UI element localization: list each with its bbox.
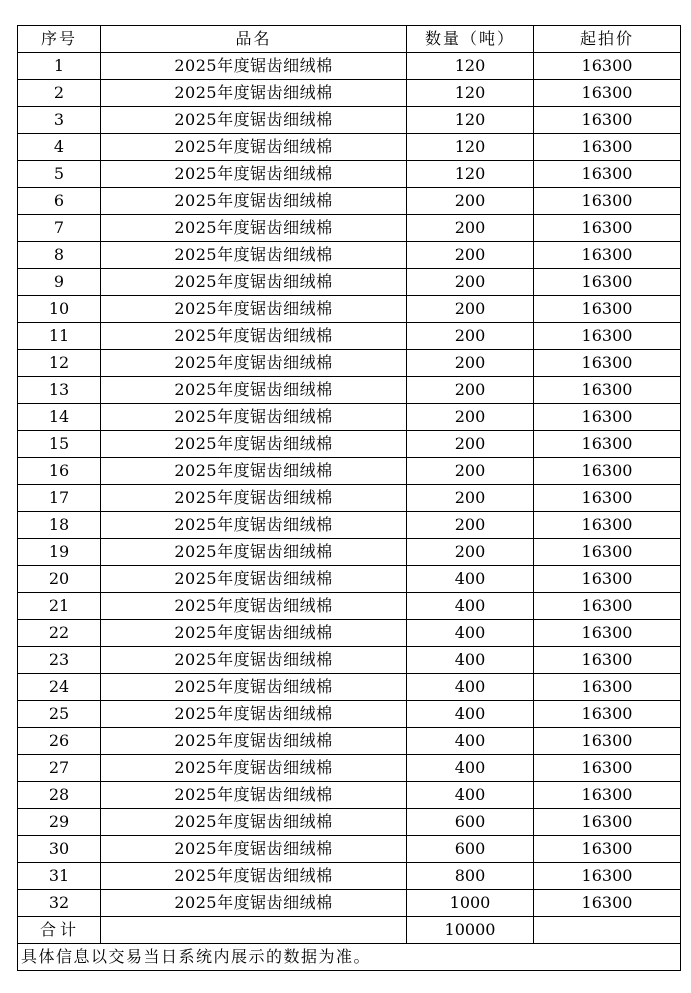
cell-quantity: 400 — [407, 566, 534, 593]
cell-name: 2025年度锯齿细绒棉 — [101, 566, 407, 593]
cell-price: 16300 — [534, 134, 681, 161]
cell-quantity: 120 — [407, 53, 534, 80]
total-label: 合计 — [18, 917, 101, 944]
cell-quantity: 1000 — [407, 890, 534, 917]
cell-price: 16300 — [534, 539, 681, 566]
cell-name: 2025年度锯齿细绒棉 — [101, 701, 407, 728]
cell-index: 12 — [18, 350, 101, 377]
cell-name: 2025年度锯齿细绒棉 — [101, 269, 407, 296]
cell-name: 2025年度锯齿细绒棉 — [101, 485, 407, 512]
cell-name: 2025年度锯齿细绒棉 — [101, 512, 407, 539]
cell-price: 16300 — [534, 620, 681, 647]
cell-quantity: 200 — [407, 512, 534, 539]
cell-price: 16300 — [534, 269, 681, 296]
cell-quantity: 200 — [407, 350, 534, 377]
cell-index: 27 — [18, 755, 101, 782]
cell-index: 13 — [18, 377, 101, 404]
cell-price: 16300 — [534, 647, 681, 674]
cell-name: 2025年度锯齿细绒棉 — [101, 107, 407, 134]
cell-price: 16300 — [534, 323, 681, 350]
table-row — [18, 296, 681, 323]
cell-name: 2025年度锯齿细绒棉 — [101, 377, 407, 404]
cell-name: 2025年度锯齿细绒棉 — [101, 404, 407, 431]
cell-name: 2025年度锯齿细绒棉 — [101, 188, 407, 215]
cell-index: 29 — [18, 809, 101, 836]
cell-name: 2025年度锯齿细绒棉 — [101, 620, 407, 647]
cell-index: 20 — [18, 566, 101, 593]
cell-price: 16300 — [534, 242, 681, 269]
table-row — [18, 377, 681, 404]
total-quantity: 10000 — [407, 917, 534, 944]
note-row — [18, 944, 681, 971]
cell-name: 2025年度锯齿细绒棉 — [101, 809, 407, 836]
cell-price: 16300 — [534, 809, 681, 836]
cell-index: 14 — [18, 404, 101, 431]
cell-price: 16300 — [534, 782, 681, 809]
table-row — [18, 188, 681, 215]
cell-price: 16300 — [534, 512, 681, 539]
table-row — [18, 701, 681, 728]
table-row — [18, 269, 681, 296]
table-row — [18, 350, 681, 377]
cell-index: 30 — [18, 836, 101, 863]
cell-name: 2025年度锯齿细绒棉 — [101, 593, 407, 620]
cell-quantity: 120 — [407, 161, 534, 188]
table-row — [18, 782, 681, 809]
cell-price: 16300 — [534, 215, 681, 242]
cell-quantity: 200 — [407, 296, 534, 323]
cell-quantity: 120 — [407, 134, 534, 161]
cell-name: 2025年度锯齿细绒棉 — [101, 755, 407, 782]
cell-index: 23 — [18, 647, 101, 674]
cell-quantity: 400 — [407, 620, 534, 647]
cell-quantity: 200 — [407, 188, 534, 215]
cell-quantity: 200 — [407, 242, 534, 269]
cell-quantity: 200 — [407, 404, 534, 431]
table-row — [18, 53, 681, 80]
cell-quantity: 400 — [407, 701, 534, 728]
table-row — [18, 458, 681, 485]
cell-name: 2025年度锯齿细绒棉 — [101, 539, 407, 566]
cell-name: 2025年度锯齿细绒棉 — [101, 350, 407, 377]
cell-quantity: 400 — [407, 782, 534, 809]
cell-index: 32 — [18, 890, 101, 917]
cell-price: 16300 — [534, 674, 681, 701]
cell-quantity: 200 — [407, 377, 534, 404]
total-name-empty — [101, 917, 407, 944]
cell-price: 16300 — [534, 350, 681, 377]
cell-index: 26 — [18, 728, 101, 755]
table-row — [18, 323, 681, 350]
cell-index: 19 — [18, 539, 101, 566]
cell-name: 2025年度锯齿细绒棉 — [101, 242, 407, 269]
table-body — [18, 26, 681, 917]
total-row — [18, 917, 681, 944]
cell-name: 2025年度锯齿细绒棉 — [101, 134, 407, 161]
cell-price: 16300 — [534, 431, 681, 458]
cell-quantity: 800 — [407, 863, 534, 890]
cell-name: 2025年度锯齿细绒棉 — [101, 323, 407, 350]
cell-quantity: 200 — [407, 539, 534, 566]
cell-price: 16300 — [534, 566, 681, 593]
header-quantity: 数量（吨） — [407, 26, 534, 53]
cell-quantity: 120 — [407, 80, 534, 107]
cell-name: 2025年度锯齿细绒棉 — [101, 890, 407, 917]
table-row — [18, 161, 681, 188]
cell-index: 16 — [18, 458, 101, 485]
cell-price: 16300 — [534, 728, 681, 755]
cell-name: 2025年度锯齿细绒棉 — [101, 458, 407, 485]
cell-price: 16300 — [534, 107, 681, 134]
cell-price: 16300 — [534, 485, 681, 512]
cell-name: 2025年度锯齿细绒棉 — [101, 53, 407, 80]
header-index: 序号 — [18, 26, 101, 53]
cell-index: 6 — [18, 188, 101, 215]
cell-price: 16300 — [534, 593, 681, 620]
cell-quantity: 400 — [407, 593, 534, 620]
cell-price: 16300 — [534, 701, 681, 728]
cell-price: 16300 — [534, 404, 681, 431]
cell-price: 16300 — [534, 890, 681, 917]
table-row — [18, 512, 681, 539]
cell-name: 2025年度锯齿细绒棉 — [101, 80, 407, 107]
cell-name: 2025年度锯齿细绒棉 — [101, 728, 407, 755]
cell-price: 16300 — [534, 161, 681, 188]
cell-index: 8 — [18, 242, 101, 269]
cell-quantity: 400 — [407, 755, 534, 782]
table-row — [18, 809, 681, 836]
table-row — [18, 539, 681, 566]
cell-index: 28 — [18, 782, 101, 809]
cell-index: 15 — [18, 431, 101, 458]
cell-quantity: 200 — [407, 431, 534, 458]
cell-quantity: 200 — [407, 269, 534, 296]
cell-price: 16300 — [534, 80, 681, 107]
table-row — [18, 242, 681, 269]
cell-price: 16300 — [534, 836, 681, 863]
table-row — [18, 485, 681, 512]
cell-quantity: 120 — [407, 107, 534, 134]
table-row — [18, 134, 681, 161]
cell-name: 2025年度锯齿细绒棉 — [101, 647, 407, 674]
table-row — [18, 647, 681, 674]
cell-price: 16300 — [534, 458, 681, 485]
cell-quantity: 200 — [407, 323, 534, 350]
cell-quantity: 200 — [407, 485, 534, 512]
cell-name: 2025年度锯齿细绒棉 — [101, 782, 407, 809]
cell-index: 1 — [18, 53, 101, 80]
table-row — [18, 566, 681, 593]
cell-price: 16300 — [534, 863, 681, 890]
cell-price: 16300 — [534, 296, 681, 323]
cell-name: 2025年度锯齿细绒棉 — [101, 674, 407, 701]
cell-name: 2025年度锯齿细绒棉 — [101, 836, 407, 863]
cell-quantity: 200 — [407, 458, 534, 485]
cell-index: 25 — [18, 701, 101, 728]
cell-price: 16300 — [534, 377, 681, 404]
cell-name: 2025年度锯齿细绒棉 — [101, 161, 407, 188]
cell-index: 11 — [18, 323, 101, 350]
table-row — [18, 431, 681, 458]
cell-quantity: 400 — [407, 674, 534, 701]
cell-index: 4 — [18, 134, 101, 161]
table-row — [18, 620, 681, 647]
table-row — [18, 107, 681, 134]
cell-quantity: 200 — [407, 215, 534, 242]
total-price-empty — [534, 917, 681, 944]
cell-index: 2 — [18, 80, 101, 107]
cell-name: 2025年度锯齿细绒棉 — [101, 296, 407, 323]
auction-lot-table — [17, 25, 681, 971]
cell-index: 5 — [18, 161, 101, 188]
cell-quantity: 400 — [407, 647, 534, 674]
table-header-row — [18, 26, 681, 53]
note-text: 具体信息以交易当日系统内展示的数据为准。 — [18, 944, 681, 971]
cell-quantity: 400 — [407, 728, 534, 755]
table-row — [18, 728, 681, 755]
cell-quantity: 600 — [407, 809, 534, 836]
cell-index: 7 — [18, 215, 101, 242]
table-row — [18, 836, 681, 863]
table-row — [18, 404, 681, 431]
header-name: 品名 — [101, 26, 407, 53]
header-price: 起拍价 — [534, 26, 681, 53]
table-row — [18, 215, 681, 242]
cell-price: 16300 — [534, 188, 681, 215]
cell-index: 22 — [18, 620, 101, 647]
cell-name: 2025年度锯齿细绒棉 — [101, 863, 407, 890]
cell-index: 18 — [18, 512, 101, 539]
cell-index: 31 — [18, 863, 101, 890]
table-footer — [18, 917, 681, 971]
table-row — [18, 593, 681, 620]
table-row — [18, 755, 681, 782]
cell-index: 17 — [18, 485, 101, 512]
table-row — [18, 890, 681, 917]
table-row — [18, 863, 681, 890]
cell-index: 9 — [18, 269, 101, 296]
cell-index: 21 — [18, 593, 101, 620]
table-row — [18, 80, 681, 107]
table-row — [18, 674, 681, 701]
cell-quantity: 600 — [407, 836, 534, 863]
cell-name: 2025年度锯齿细绒棉 — [101, 431, 407, 458]
cell-price: 16300 — [534, 53, 681, 80]
cell-price: 16300 — [534, 755, 681, 782]
cell-index: 24 — [18, 674, 101, 701]
cell-name: 2025年度锯齿细绒棉 — [101, 215, 407, 242]
cell-index: 10 — [18, 296, 101, 323]
cell-index: 3 — [18, 107, 101, 134]
